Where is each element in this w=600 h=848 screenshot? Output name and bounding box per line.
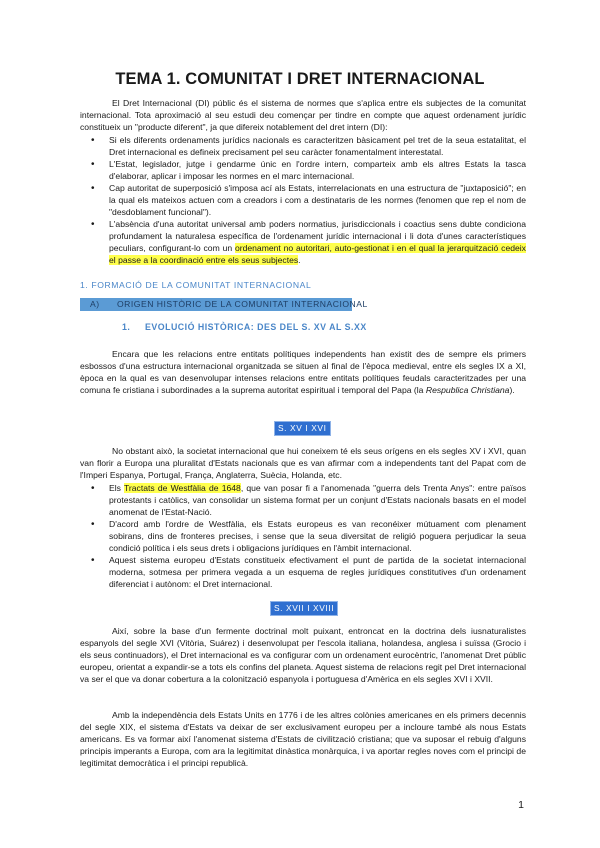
section-heading-a: [80, 298, 368, 311]
section-a-label: ORIGEN HISTÒRIC DE LA COMUNITAT INTERNACIONAL: [117, 299, 368, 309]
intro-bullet-2: • L'Estat, legislador, jutge i gendarme únic en l'ordre intern, comparteix amb els altres Estats la tasca d'elaborar, aplicar i imposar les normes en el marc internacional.: [109, 159, 526, 183]
subsection-number: 1.: [122, 322, 131, 332]
westfalia-bullet-3: • Aquest sistema europeu d'Estats constitueix efectivament el punt de partida de la societat internacional moderna, sotmesa per primera vegada a un esquema de regles jurídiques constitutives d'un ordenament diferenciat i autònom: el Dret internacional.: [109, 555, 526, 591]
paragraph-1-text: Encara que les relacions entre entitats polítiques independents han existit des de sempre els primers esbossos d'una estructura internacional organitzada se situen al final de l'època medieval, entre els segles IX a XI, època en la qual es van desenvolupar intenses relacions entre entitats polítiques feudals caracteritzades per una comuna fe cristiana i subordinades a la suprema autoritat espiritual i temporal del Papa (la: [80, 349, 526, 395]
bullet-text: Els: [109, 483, 124, 493]
subsection-heading: [122, 322, 367, 332]
intro-bullet-3: • Cap autoritat de superposició s'imposa ací als Estats, interrelacionats en una estructura de "juxtaposició"; en la qual els mateixos actuen com a creadors i com a destinataris de les normes (fenomen que rep el nom de "desdoblament funcional").: [109, 183, 526, 219]
intro-paragraph: El Dret Internacional (DI) públic és el sistema de normes que s'aplica entre els subjectes de la comunitat internacional. Tota aproximació al seu estudi deu començar per tindre en compte que aquest ordenament jurídic constitueix un "producte diferent", ja que difereix notablement del dret intern (DI):: [80, 98, 526, 132]
section-a-number: A): [90, 299, 100, 309]
paragraph-3: Així, sobre la base d'un fermente doctrinal molt puixant, entroncat en la doctrina dels iusnaturalistes espanyols del segle XVI (Vitòria, Suárez) i desenvolupat per l'escola italiana, holandesa, anglesa i suïssa (Grocio i els seus continuadors), el Dret internacional es va configurar com un ordenament eurocèntric, l'anomenat Dret públic europeu, orientat a expandir-se a tots els confins del planeta. Aquest sistema de relacions regit pel Dret internacional va ser el que va donar cobertura a la colonització espanyola i portuguesa d'Amèrica en els segles XVI i XVII.: [80, 626, 526, 684]
highlighted-text: Tractats de Westfàlia de 1648: [123, 483, 241, 493]
westfalia-bullet-2: • D'acord amb l'ordre de Westfàlia, els Estats europeus es van reconéixer mútuament com plenament sobirans, dins de fronteres precises, i sense que la seua diversitat de religió poguera perjudicar la seua condició política i els seus drets i obligacions jurídiques en l'àmbit internacional.: [109, 519, 526, 555]
westfalia-bullet: [109, 483, 526, 519]
paragraph-1: [80, 349, 526, 397]
intro-bullet-1: • Si els diferents ordenaments jurídics nacionals es caracteritzen bàsicament pel tret de la seua estatalitat, el Dret internacional es defineix precisament pel seu caràcter fonamentalment interestatal.: [109, 135, 526, 159]
highlighted-text: ordenament no autoritari, auto-gestionat i en el qual la jerarquització cedeix el passe a la coordinació entre els seus subjectes: [109, 242, 526, 265]
subsection-label: EVOLUCIÓ HISTÒRICA: DES DEL S. XV AL S.XX: [145, 322, 367, 332]
bullet-text: L'absència d'una autoritat universal amb poders normatius, jurisdiccionals i coactius sens dubte condiciona profundament la naturalesa específica de l'ordenament jurídic internacional i li dota d'unes característiques peculiars, configurant-lo com un: [109, 219, 526, 253]
section-heading-1: 1. FORMACIÓ DE LA COMUNITAT INTERNACIONAL: [80, 280, 312, 290]
paragraph-2: No obstant això, la societat internacional que hui coneixem té els seus orígens en els segles XV i XVI, quan van florir a Europa una pluralitat d'Estats nacionals que es van afirmar com a independents tant del Papat com de l'Imperi Espanya, Portugal, França, Anglaterra, Suècia, Holanda, etc.: [80, 446, 526, 480]
intro-bullet-4: [109, 219, 526, 267]
bullet-text-end: , que van posar fi a l'anomenada "guerra dels Trenta Anys": entre països protestants i catòlics, van consolidar un sistema format per un conjunt d'Estats nacionals basats en el model anomenat de l'Estat-Nació.: [109, 483, 526, 517]
bullet-text-end: .: [298, 254, 301, 265]
paragraph-1-end: ).: [509, 384, 515, 395]
paragraph-4: Amb la independència dels Estats Units en 1776 i de les altres colònies americanes en els primers decennis del segle XIX, el sistema d'Estats va deixar de ser exclusivament europeu per a incloure també als nous Estats americans. Es va formar així l'anomenat sistema d'Estats de civilització cristiana; que va suposar el rebuig d'alguns principis imperants a Europa, com ara la legitimitat dinàstica monàrquica, i va aportar regles noves com el principi de legitimitat democràtica i el principi republicà.: [80, 710, 526, 768]
century-label-xvii-xviii: S. XVII I XVIII: [271, 602, 337, 615]
italic-term: Respublica Christiana: [425, 384, 510, 395]
century-label-xv-xvi: S. XV I XVI: [275, 422, 330, 435]
page-number: 1: [518, 799, 524, 811]
page-title: TEMA 1. COMUNITAT I DRET INTERNACIONAL: [115, 70, 485, 88]
